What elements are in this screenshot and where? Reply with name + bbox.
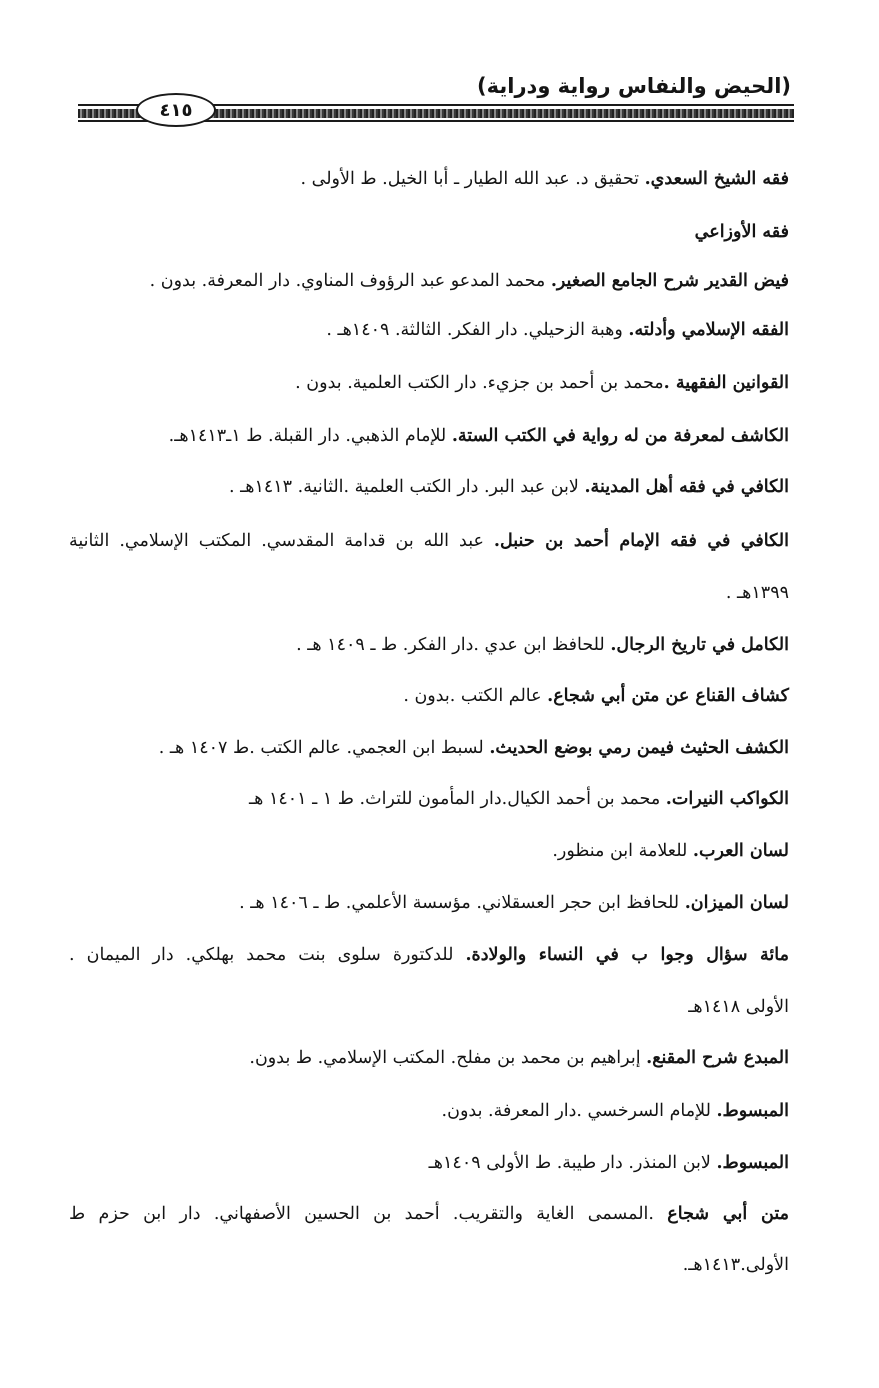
bibliography-entry-continued (726, 578, 789, 608)
entry-details: للإمام السرخسي .دار المعرفة. بدون. (441, 1101, 717, 1121)
page-number: ٤١٥ (159, 99, 193, 121)
entry-details: للدكتورة سلوى بنت محمد بهلكي. دار الميمان . (69, 945, 466, 965)
entry-title: الكامل في تاريخ الرجال. (610, 635, 789, 655)
entry-details: للعلامة ابن منظور. (552, 841, 693, 861)
entry-details: للإمام الذهبي. دار القبلة. ط ١ـ١٤١٣هـ. (168, 426, 452, 446)
entry-details: الأولى.١٤١٣هـ. (682, 1255, 789, 1275)
bibliography-entry (69, 526, 789, 556)
entry-title: لسان العرب. (692, 841, 789, 861)
bibliography-entry-continued (688, 992, 789, 1022)
entry-details: محمد المدعو عبد الرؤوف المناوي. دار المعرفة. بدون . (149, 271, 551, 291)
entry-title: فيض القدير شرح الجامع الصغير. (550, 271, 789, 291)
bibliography-entry (403, 681, 789, 711)
entry-title: الكشف الحثيث فيمن رمي بوضع الحديث. (489, 738, 789, 758)
entry-details: محمد بن أحمد بن جزيء. دار الكتب العلمية. بدون . (295, 373, 664, 393)
bibliography-entry (159, 733, 789, 763)
bibliography-entry (442, 1096, 789, 1126)
bibliography-entry (695, 217, 789, 247)
entry-details: للحافظ ابن عدي .دار الفكر. ط ـ ١٤٠٩ هـ . (296, 635, 611, 655)
entry-title: المبسوط. (716, 1153, 789, 1173)
bibliography-entry (301, 164, 789, 194)
running-header-title: (الحيض والنفاس رواية ودراية) (477, 74, 791, 98)
entry-details: الأولى ١٤١٨هـ (688, 997, 789, 1017)
entry-title: الكافي في فقه أهل المدينة. (584, 477, 789, 497)
bibliography-entry (69, 1199, 789, 1229)
entry-title: مائة سؤال وجوا ب في النساء والولادة. (465, 945, 789, 965)
entry-details: إبراهيم بن محمد بن مفلح. المكتب الإسلامي. ط بدون. (249, 1048, 647, 1068)
bibliography-entry (326, 315, 789, 345)
bibliography-entry (296, 630, 789, 660)
entry-details: وهبة الزحيلي. دار الفكر. الثالثة. ١٤٠٩هـ . (326, 320, 629, 340)
entry-title: فقه الأوزاعي (694, 222, 789, 242)
entry-details: .المسمى الغاية والتقريب. أحمد بن الحسين الأصفهاني. دار ابن حزم ط (69, 1204, 668, 1224)
bibliography-entry (249, 784, 789, 814)
bibliography-entry (295, 368, 789, 398)
entry-title: متن أبي شجاع (667, 1204, 789, 1224)
page-number-oval (136, 93, 216, 127)
bibliography-entry (229, 472, 789, 502)
entry-details: عالم الكتب .بدون . (403, 686, 548, 706)
bibliography-entry (552, 836, 789, 866)
entry-details: محمد بن أحمد الكيال.دار المأمون للتراث. ط ١ ـ ١٤٠١ هـ (249, 789, 666, 809)
bibliography-entry (239, 888, 789, 918)
entry-title: فقه الشيخ السعدي. (644, 169, 789, 189)
entry-title: الكاشف لمعرفة من له رواية في الكتب الستة. (451, 426, 789, 446)
bibliography-entry (169, 421, 789, 451)
entry-title: الكواكب النيرات. (665, 789, 789, 809)
bibliography-entry-continued (683, 1250, 789, 1280)
entry-title: القوانين الفقهية . (663, 373, 789, 393)
entry-details: عبد الله بن قدامة المقدسي. المكتب الإسلامي. الثانية (69, 531, 494, 551)
entry-title: المبسوط. (716, 1101, 789, 1121)
bibliography-entry (69, 940, 789, 970)
entry-details: ١٣٩٩هـ . (725, 583, 789, 603)
entry-title: لسان الميزان. (684, 893, 789, 913)
bibliography-entry (150, 266, 789, 296)
bibliography-entry (429, 1148, 789, 1178)
bibliography-entry (249, 1043, 789, 1073)
entry-details: تحقيق د. عبد الله الطيار ـ أبا الخيل. ط الأولى . (300, 169, 645, 189)
entry-title: الفقه الإسلامي وأدلته. (628, 320, 789, 340)
entry-details: لابن عبد البر. دار الكتب العلمية .الثانية. ١٤١٣هـ . (228, 477, 585, 497)
entry-title: كشاف القناع عن متن أبي شجاع. (547, 686, 789, 706)
entry-details: لسبط ابن العجمي. عالم الكتب .ط ١٤٠٧ هـ . (158, 738, 490, 758)
entry-title: المبدع شرح المقنع. (646, 1048, 789, 1068)
entry-details: للحافظ ابن حجر العسقلاني. مؤسسة الأعلمي. ط ـ ١٤٠٦ هـ . (239, 893, 685, 913)
entry-details: لابن المنذر. دار طيبة. ط الأولى ١٤٠٩هـ (428, 1153, 717, 1173)
entry-title: الكافي في فقه الإمام أحمد بن حنبل. (493, 531, 789, 551)
